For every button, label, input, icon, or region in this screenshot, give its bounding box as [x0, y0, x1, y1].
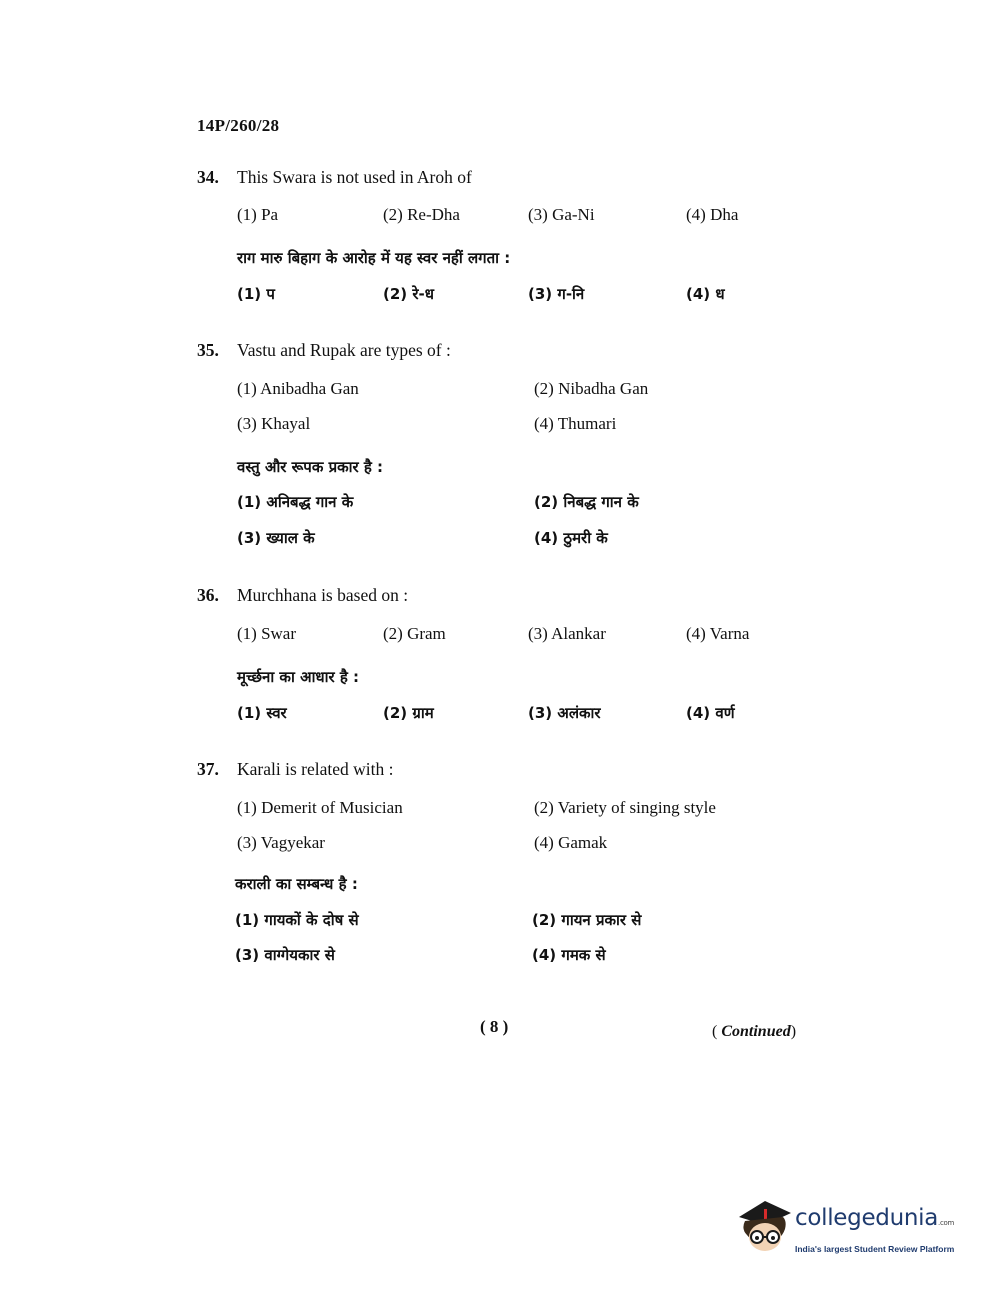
option-3-hi: (3) अलंकार [528, 704, 601, 722]
question-text-hi: कराली का सम्बन्ध है : [235, 875, 358, 893]
option-2-hi: (2) गायन प्रकार से [532, 911, 642, 929]
option-3-en: (3) Ga-Ni [528, 205, 595, 224]
option-1-en: (1) Swar [237, 624, 297, 643]
option-1-en: (1) Pa [237, 205, 279, 224]
option-4-hi: (4) वर्ण [686, 704, 735, 722]
student-mascot-icon [735, 1195, 795, 1257]
question-code: 14P/260/28 [197, 116, 280, 135]
option-1-en: (1) Anibadha Gan [237, 379, 359, 398]
option-3-hi: (3) ग-नि [528, 285, 585, 303]
collegedunia-watermark [735, 1195, 965, 1265]
question-number: 35. [197, 340, 219, 360]
option-3-en: (3) Vagyekar [237, 833, 325, 852]
brand-com: .com [938, 1219, 955, 1227]
option-1-hi: (1) गायकों के दोष से [235, 911, 359, 929]
option-4-en: (4) Dha [686, 205, 739, 224]
question-text-en: This Swara is not used in Aroh of [237, 167, 472, 187]
option-4-en: (4) Thumari [534, 414, 617, 433]
option-2-en: (2) Variety of singing style [534, 798, 716, 817]
continued-label [712, 1023, 796, 1041]
brand-tagline: India's largest Student Review Platform [795, 1244, 955, 1254]
option-1-hi: (1) अनिबद्ध गान के [237, 493, 354, 511]
option-4-en: (4) Varna [686, 624, 750, 643]
option-1-en: (1) Demerit of Musician [237, 798, 403, 817]
option-4-en: (4) Gamak [534, 833, 608, 852]
question-text-hi: राग मारु बिहाग के आरोह में यह स्वर नहीं लगता : [237, 249, 511, 267]
option-2-en: (2) Re-Dha [383, 205, 460, 224]
continued-text: Continued [721, 1023, 791, 1040]
question-text-hi: मूर्च्छना का आधार है : [237, 668, 360, 686]
option-1-hi: (1) स्वर [237, 704, 287, 722]
continued-close-paren: ) [790, 1023, 797, 1040]
brand-name: collegedunia [795, 1205, 939, 1231]
option-4-hi: (4) ठुमरी के [534, 529, 608, 547]
option-4-hi: (4) ध [686, 285, 725, 303]
option-4-hi: (4) गमक से [532, 946, 606, 964]
option-2-hi: (2) रे-ध [383, 285, 434, 303]
option-1-hi: (1) प [237, 285, 275, 303]
option-3-en: (3) Khayal [237, 414, 311, 433]
question-number: 36. [197, 585, 219, 605]
question-number: 37. [197, 759, 219, 779]
page-number: ( 8 ) [480, 1017, 509, 1036]
option-2-hi: (2) ग्राम [383, 704, 434, 722]
question-text-hi: वस्तु और रूपक प्रकार है : [237, 458, 384, 476]
option-3-hi: (3) ख्याल के [237, 529, 315, 547]
option-2-en: (2) Nibadha Gan [534, 379, 649, 398]
option-3-hi: (3) वाग्गेयकार से [235, 946, 335, 964]
question-text-en: Karali is related with : [237, 759, 394, 779]
question-text-en: Vastu and Rupak are types of : [237, 340, 451, 360]
option-2-hi: (2) निबद्ध गान के [534, 493, 639, 511]
question-number: 34. [197, 167, 219, 187]
continued-open-paren: ( [712, 1023, 718, 1040]
option-3-en: (3) Alankar [528, 624, 606, 643]
option-2-en: (2) Gram [383, 624, 446, 643]
question-text-en: Murchhana is based on : [237, 585, 409, 605]
